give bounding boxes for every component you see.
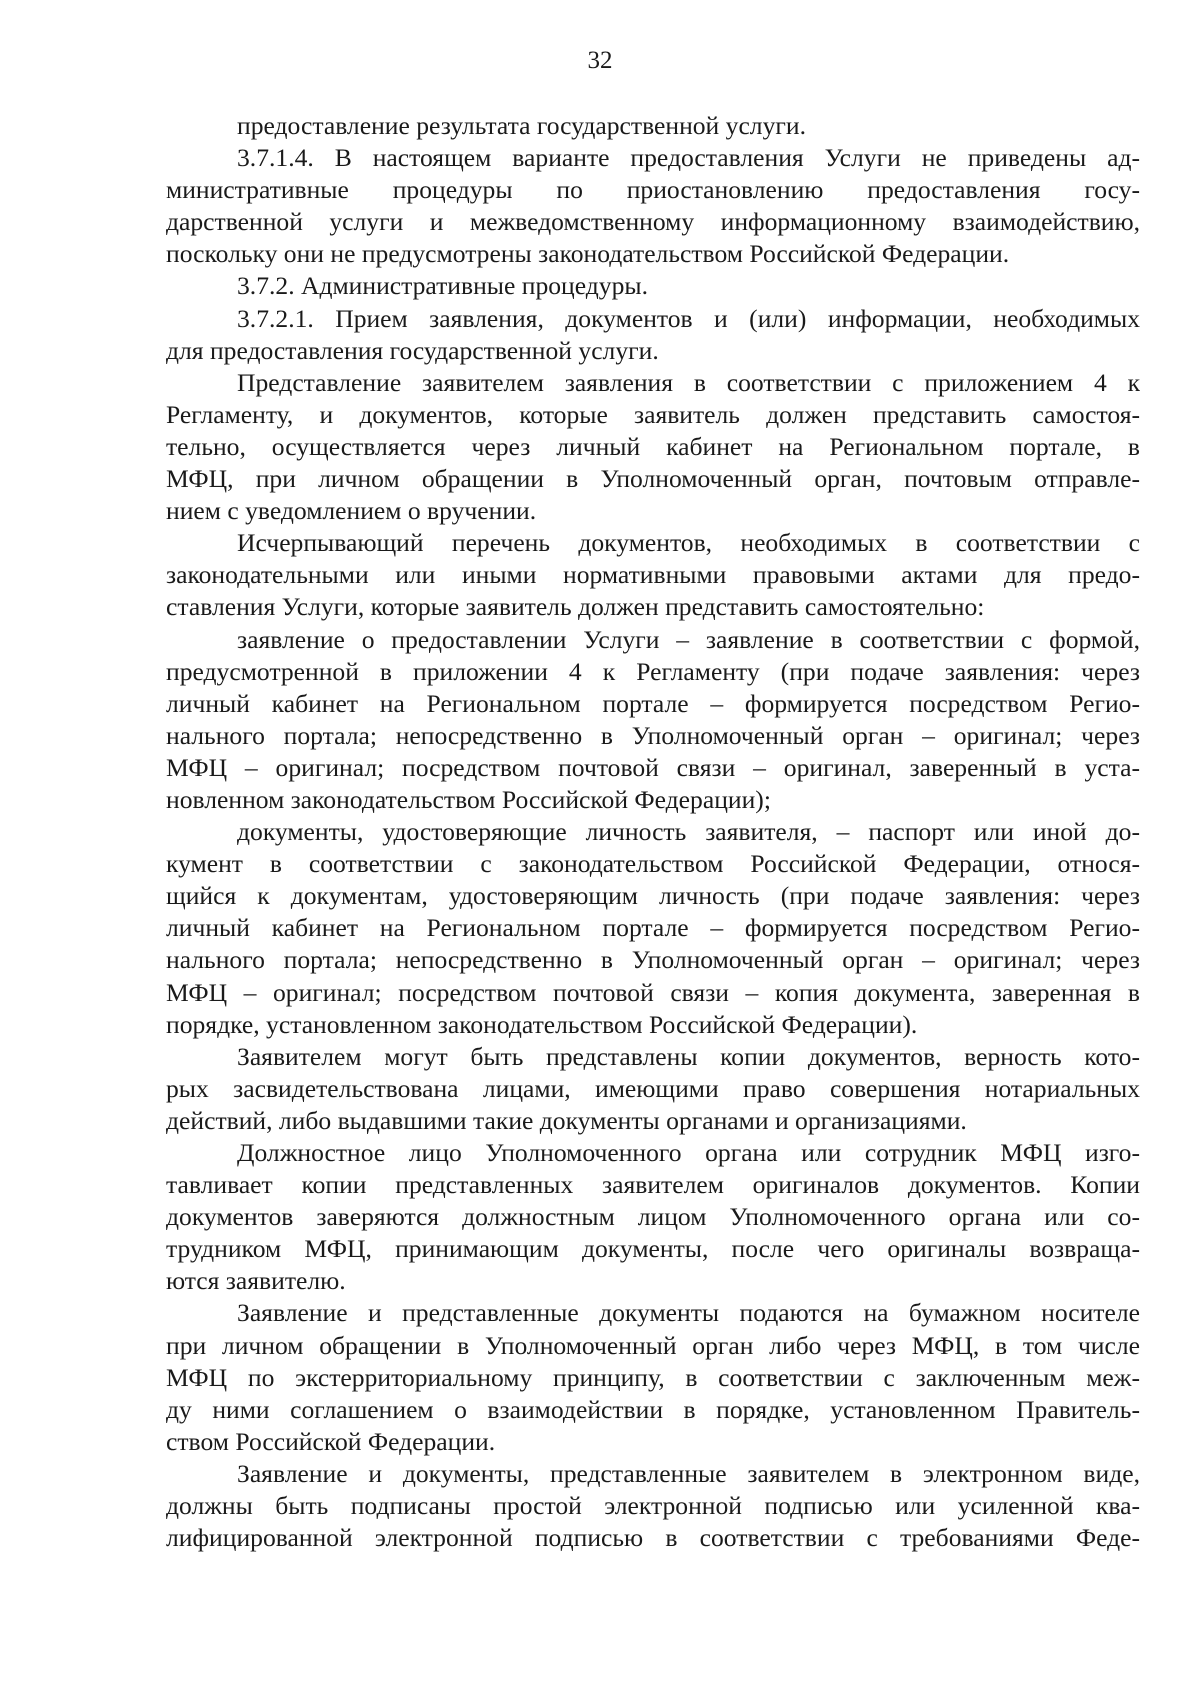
text-line: предусмотренной в приложении 4 к Регламенту (при подаче заявления: через	[166, 656, 1140, 686]
text-line: Регламенту, и документов, которые заявитель должен представить самостоя-	[166, 399, 1140, 429]
page-number: 32	[587, 47, 613, 74]
text-line: порядке, установленном законодательством Российской Федерации).	[166, 1009, 918, 1039]
text-line: заявление о предоставлении Услуги – заявление в соответствии с формой,	[237, 624, 1140, 654]
text-line: Представление заявителем заявления в соответствии с приложением 4 к	[237, 367, 1140, 397]
text-line: новленном законодательством Российской Федерации);	[166, 784, 771, 814]
text-line: ду ними соглашением о взаимодействии в порядке, установленном Правитель-	[166, 1394, 1140, 1424]
text-line: трудником МФЦ, принимающим документы, после чего оригиналы возвраща-	[166, 1234, 1140, 1264]
text-line: 3.7.1.4. В настоящем варианте предоставления Услуги не приведены ад-	[237, 143, 1140, 173]
text-line: личный кабинет на Региональном портале – формируется посредством Регио-	[166, 913, 1140, 943]
text-line: Заявителем могут быть представлены копии документов, верность кото-	[237, 1041, 1140, 1071]
text-line: дарственной услуги и межведомственному информационному взаимодействию,	[166, 207, 1140, 237]
text-line: ством Российской Федерации.	[166, 1426, 496, 1456]
text-line: личный кабинет на Региональном портале – формируется посредством Регио-	[166, 688, 1140, 718]
text-line: предоставление результата государственной услуги.	[237, 111, 806, 140]
text-line: для предоставления государственной услуги.	[166, 335, 659, 365]
body-text	[166, 110, 1140, 1554]
text-line: нального портала; непосредственно в Уполномоченный орган – оригинал; через	[166, 720, 1140, 750]
text-line: Заявление и представленные документы подаются на бумажном носителе	[237, 1298, 1140, 1328]
text-line: тавливает копии представленных заявителем оригиналов документов. Копии	[166, 1170, 1140, 1200]
text-line: МФЦ по экстерриториальному принципу, в соответствии с заключенным меж-	[166, 1362, 1140, 1392]
text-line: должны быть подписаны простой электронной подписью или усиленной ква-	[166, 1491, 1140, 1521]
text-line: МФЦ – оригинал; посредством почтовой связи – копия документа, заверенная в	[166, 977, 1140, 1007]
text-line: законодательными или иными нормативными правовыми актами для предо-	[166, 560, 1140, 590]
text-line: нального портала; непосредственно в Уполномоченный орган – оригинал; через	[166, 945, 1140, 975]
text-line: лифицированной электронной подписью в соответствии с требованиями Феде-	[166, 1523, 1140, 1553]
text-line: документы, удостоверяющие личность заявителя, – паспорт или иной до-	[237, 817, 1140, 847]
text-line: кумент в соответствии с законодательством Российской Федерации, относя-	[166, 849, 1140, 879]
text-line: щийся к документам, удостоверяющим личность (при подаче заявления: через	[166, 881, 1140, 911]
text-line: 3.7.2. Административные процедуры.	[237, 271, 648, 301]
text-line: нием с уведомлением о вручении.	[166, 496, 537, 526]
text-line: ставления Услуги, которые заявитель должен представить самостоятельно:	[166, 592, 985, 622]
text-line: Должностное лицо Уполномоченного органа или сотрудник МФЦ изго-	[237, 1138, 1140, 1167]
text-line: Заявление и документы, представленные заявителем в электронном виде,	[237, 1458, 1140, 1488]
text-line: 3.7.2.1. Прием заявления, документов и (или) информации, необходимых	[237, 303, 1140, 333]
text-line: действий, либо выдавшими такие документы органами и организациями.	[166, 1105, 967, 1135]
text-line: рых засвидетельствована лицами, имеющими право совершения нотариальных	[166, 1073, 1140, 1103]
text-line: Исчерпывающий перечень документов, необходимых в соответствии с	[237, 528, 1140, 558]
text-line: поскольку они не предусмотрены законодательством Российской Федерации.	[166, 239, 1010, 269]
text-line: тельно, осуществляется через личный кабинет на Региональном портале, в	[166, 431, 1140, 461]
text-line: министративные процедуры по приостановлению предоставления госу-	[166, 175, 1140, 205]
text-line: документов заверяются должностным лицом Уполномоченного органа или со-	[166, 1202, 1140, 1232]
text-line: при личном обращении в Уполномоченный орган либо через МФЦ, в том числе	[166, 1330, 1140, 1360]
text-line: МФЦ, при личном обращении в Уполномоченный орган, почтовым отправле-	[166, 464, 1140, 494]
text-line: ются заявителю.	[166, 1266, 346, 1296]
text-line: МФЦ – оригинал; посредством почтовой связи – оригинал, заверенный в уста-	[166, 752, 1140, 782]
